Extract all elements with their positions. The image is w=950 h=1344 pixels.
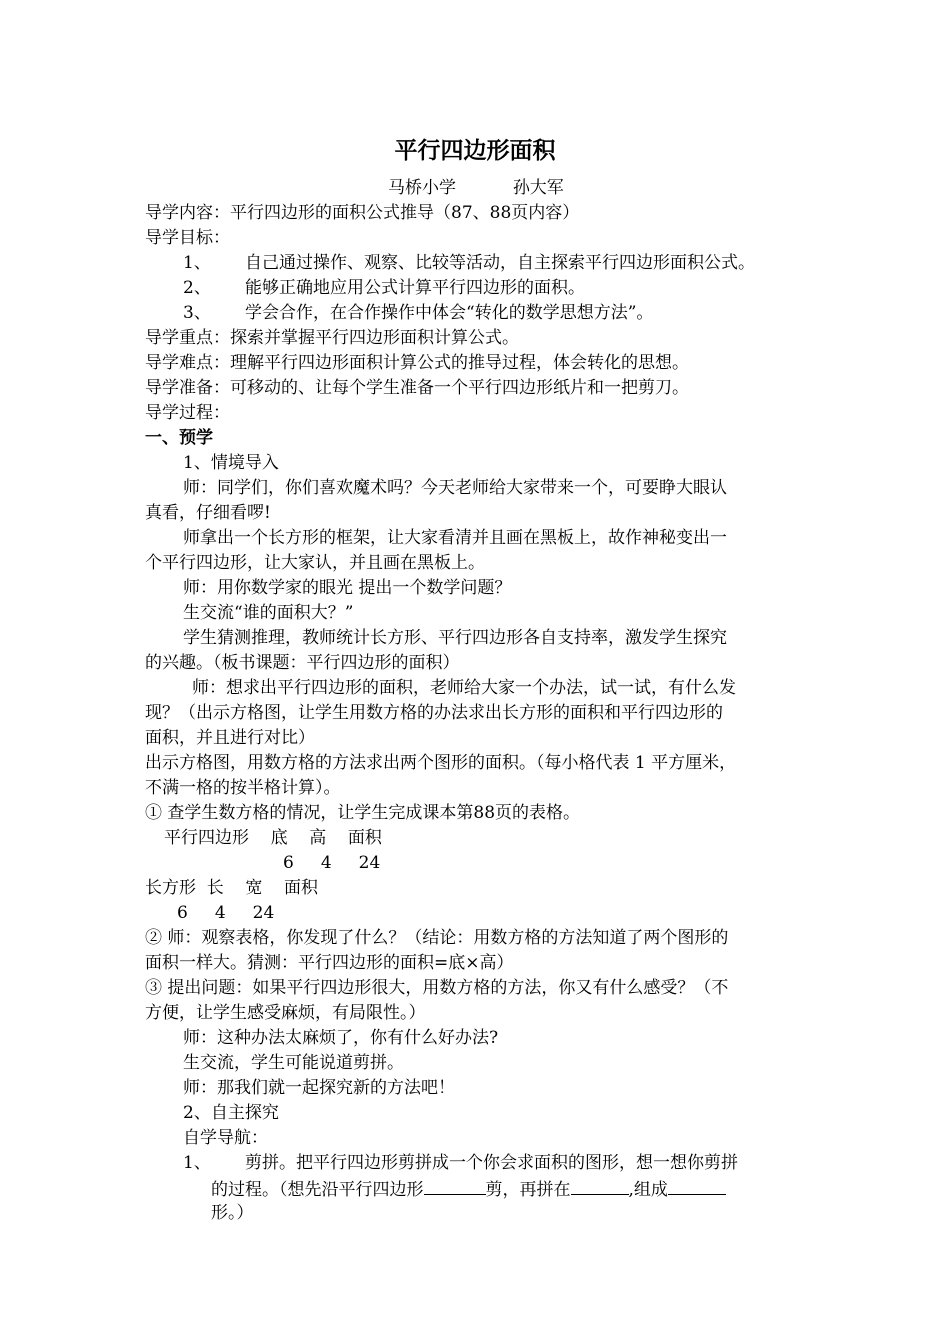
paragraph-line: 生交流，学生可能说道剪拼。 [183,1053,404,1073]
paragraph-line: 生交流“谁的面积大？” [183,603,354,623]
paragraph-line: 师：这种办法太麻烦了，你有什么好办法? [183,1028,499,1048]
key-point: 导学重点：探索并掌握平行四边形面积计算公式。 [145,328,519,348]
paragraph-line: 个平行四边形，让大家认，并且画在黑板上。 [145,553,485,573]
content-line: 导学内容：平行四边形的面积公式推导（87、88页内容） [145,203,580,223]
difficulty: 导学难点：理解平行四边形面积计算公式的推导过程，体会转化的思想。 [145,353,689,373]
paragraph-line: 真看，仔细看啰! [145,503,271,523]
school-name: 马桥小学 [388,178,456,198]
author-name: 孙大军 [512,178,564,198]
section-heading: 一、预学 [145,428,213,448]
guide-label: 自学导航： [183,1128,268,1148]
paragraph-line: 面积一样大。猜测：平行四边形的面积=底×高） [145,953,514,973]
paragraph-line: ③ 提出问题：如果平行四边形很大，用数方格的方法，你又有什么感受？（不 [145,978,729,998]
byline [388,176,564,200]
process-label: 导学过程： [145,403,230,423]
fill-blank[interactable] [571,1176,629,1195]
paragraph-line: 师：想求出平行四边形的面积，老师给大家一个办法，试一试，有什么发 [192,678,736,698]
paragraph-line: ① 查学生数方格的情况，让学生完成课本第88页的表格。 [145,803,581,823]
goal-item [183,276,585,300]
subsection-heading: 1、情境导入 [183,453,279,473]
goal-number: 2、 [183,278,211,298]
goals-label: 导学目标： [145,228,230,248]
paragraph-line: 方便，让学生感受麻烦，有局限性。） [145,1003,426,1023]
goal-number: 1、 [183,253,211,273]
step-number: 1、 [183,1153,211,1173]
goal-text: 自己通过操作、观察、比较等活动，自主探索平行四边形面积公式。 [245,253,755,273]
paragraph-line: 现？（出示方格图，让学生用数方格的办法求出长方形的面积和平行四边形的 [145,703,723,723]
paragraph-line: 师：用你数学家的眼光 提出一个数学问题？ [183,578,512,598]
step-text-part: 剪，再拼在 [485,1180,571,1200]
table-header-parallelogram: 平行四边形 底 高 面积 [164,828,382,848]
goal-number: 3、 [183,303,211,323]
step-item [183,1151,738,1175]
paragraph-line: 学生猜测推理，教师统计长方形、平行四边形各自支持率，激发学生探究 [183,628,727,648]
paragraph-line: 师：那我们就一起探究新的方法吧！ [183,1078,455,1098]
step-text-part: ,组成 [628,1180,668,1200]
table-header-rectangle: 长方形 长 宽 面积 [145,878,319,898]
paragraph-line: 的兴趣。（板书课题：平行四边形的面积） [145,653,460,673]
fill-blank[interactable] [424,1176,486,1195]
page-title: 平行四边形面积 [394,138,556,164]
fill-blank[interactable] [668,1176,726,1195]
step-text: 剪拼。把平行四边形剪拼成一个你会求面积的图形，想一想你剪拼 [245,1153,738,1173]
paragraph-line: 师：同学们，你们喜欢魔术吗？今天老师给大家带来一个，可要睁大眼认 [183,478,727,498]
goal-text: 学会合作，在合作操作中体会“转化的数学思想方法”。 [245,303,654,323]
table-values-parallelogram: 6 4 24 [283,853,381,873]
paragraph-line: 师拿出一个长方形的框架，让大家看清并且画在黑板上，故作神秘变出一 [183,528,727,548]
paragraph-line: 不满一格的按半格计算）。 [145,778,341,798]
step-text-part: 的过程。（想先沿平行四边形 [211,1180,424,1200]
goal-text: 能够正确地应用公式计算平行四边形的面积。 [245,278,585,298]
subsection-heading: 2、自主探究 [183,1103,279,1123]
paragraph-line: 面积，并且进行对比） [145,728,315,748]
paragraph-line: ② 师：观察表格，你发现了什么？（结论：用数方格的方法知道了两个图形的 [145,928,729,948]
step-continuation: 形。） [211,1203,254,1223]
paragraph-line: 出示方格图，用数方格的方法求出两个图形的面积。（每小格代表 1 平方厘米， [145,753,737,773]
table-values-rectangle: 6 4 24 [177,903,275,923]
goal-item [183,251,755,275]
step-continuation [211,1176,726,1202]
goal-item [183,301,653,325]
preparation: 导学准备：可移动的、让每个学生准备一个平行四边形纸片和一把剪刀。 [145,378,689,398]
